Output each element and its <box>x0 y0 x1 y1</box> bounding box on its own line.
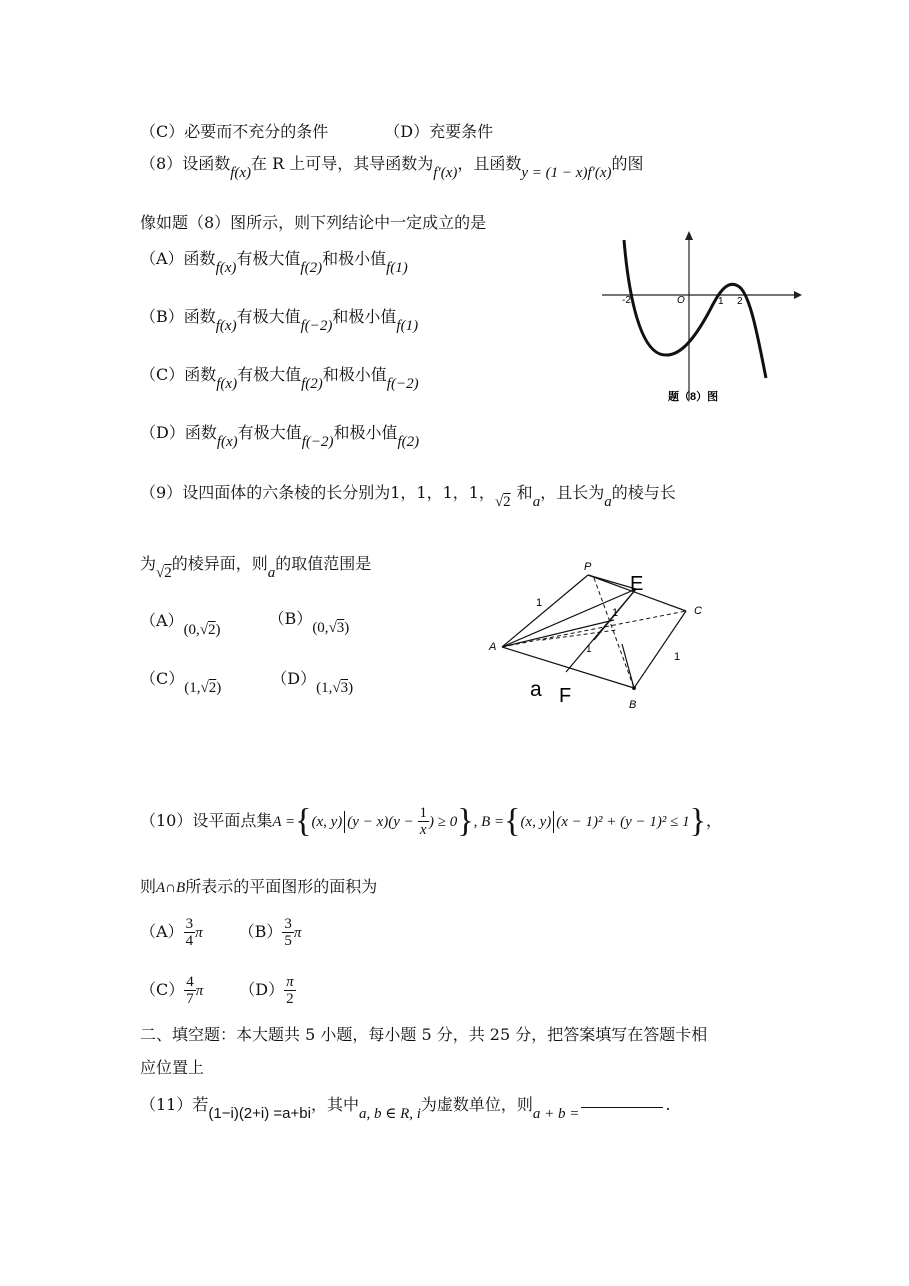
option-label: （A） <box>140 611 184 630</box>
answer-blank[interactable] <box>581 1107 663 1108</box>
option-label: （B） <box>238 922 283 941</box>
vertex-b-dot <box>632 686 636 690</box>
section2-heading-line2: 应位置上 <box>140 1058 205 1077</box>
segment-b-inner <box>622 644 634 688</box>
interval-left: (1, <box>184 680 201 696</box>
sqrt-radicand: 2 <box>208 622 216 638</box>
q9-var-a: a <box>604 494 612 510</box>
pi-symbol: π <box>195 983 204 999</box>
option-fraction <box>184 974 196 1007</box>
interval-left: (0, <box>312 620 329 636</box>
option-min: f(−2) <box>386 376 419 392</box>
label-b: B <box>629 699 637 711</box>
tick-neg2: -2 <box>622 295 631 306</box>
frac-numerator: 3 <box>284 916 292 932</box>
option-label: （B）函数 <box>140 307 216 326</box>
q10-stem-line2 <box>140 876 377 899</box>
q9-sqrt2: √2 <box>494 494 511 510</box>
option-min: f(2) <box>397 434 420 450</box>
intersection-expr: A∩B <box>156 880 186 896</box>
frac-numerator: 1 <box>419 805 427 821</box>
q11-stem <box>140 1094 671 1122</box>
edge-bc <box>634 611 686 688</box>
option-max: f(2) <box>301 376 323 392</box>
q10-option-c <box>140 974 204 1007</box>
frac-numerator: 3 <box>185 916 194 932</box>
q9-text: 的取值范围是 <box>275 554 372 573</box>
q9-stem-line1 <box>140 482 676 510</box>
option-label: （C）函数 <box>140 365 217 384</box>
q10-stem-line1 <box>140 802 722 840</box>
q9-edge-lengths: 1，1，1，1， <box>390 483 495 502</box>
option-interval: (1,√3) <box>316 680 354 696</box>
label-one-left: 1 <box>536 597 543 609</box>
option-label: （A）函数 <box>140 249 216 268</box>
set-a-condition: (y − x)(y − <box>347 814 418 830</box>
option-text: 有极大值 <box>237 423 302 442</box>
edge-pe <box>588 575 636 589</box>
option-text: 有极大值 <box>236 307 301 326</box>
q9-options-row1 <box>140 609 350 638</box>
q9-option-b <box>268 609 350 636</box>
q11-condition: a, b ∈ R, i <box>358 1106 421 1122</box>
q8-text: 设函数 <box>182 154 231 173</box>
option-text: 和极小值 <box>322 249 387 268</box>
q10-number: （10） <box>140 811 193 830</box>
label-c: C <box>694 605 702 617</box>
q10-option-d <box>239 974 295 1007</box>
label-f: F <box>559 685 572 707</box>
frac-denominator: 4 <box>185 933 194 949</box>
edge-ab <box>502 647 634 688</box>
option-label: （A） <box>140 922 184 941</box>
q11-text: 为虚数单位，则 <box>420 1095 533 1114</box>
option-min: f(1) <box>386 260 408 276</box>
q8-fx: f(x) <box>230 165 252 181</box>
option-label: （C） <box>140 980 185 999</box>
option-text: 和极小值 <box>333 423 398 442</box>
label-one-inner: 1 <box>586 644 592 655</box>
q9-var-a: a <box>267 565 276 581</box>
q10-comma: ， <box>705 811 722 830</box>
frac-denominator: 2 <box>286 991 294 1007</box>
sqrt-radicand: 3 <box>336 620 345 636</box>
interval-close: ) <box>215 622 221 638</box>
q9-option-d <box>271 669 354 696</box>
set-separator <box>344 811 345 833</box>
option-fraction <box>184 916 196 949</box>
sqrt-radicand: 2 <box>503 494 511 510</box>
brace-open: { <box>504 802 521 840</box>
q9-number: （9） <box>140 483 183 502</box>
option-label: （B） <box>268 609 313 628</box>
label-edge-a: a <box>530 678 542 701</box>
frac-numerator: π <box>286 974 294 990</box>
frac-numerator: 4 <box>186 974 194 990</box>
q11-text: ，其中 <box>310 1095 359 1114</box>
interval-close: ) <box>216 680 222 696</box>
q8-option-a <box>140 248 408 276</box>
q8-option-d <box>140 422 420 450</box>
label-one-right: 1 <box>674 651 681 663</box>
graph-curve <box>624 240 766 378</box>
label-e: E <box>630 573 644 595</box>
label-a: A <box>489 641 497 653</box>
interval-close: ) <box>344 620 350 636</box>
q11-number: （11） <box>140 1095 193 1114</box>
frac-denominator: 7 <box>186 991 194 1007</box>
option-interval: (0,√3) <box>312 620 350 636</box>
option-fraction <box>282 916 294 949</box>
option-label: （D） <box>239 980 285 999</box>
q9-stem-line2 <box>140 553 372 581</box>
frac-denominator: 5 <box>284 933 292 949</box>
interval-left: (1, <box>316 680 333 696</box>
set-separator <box>553 811 554 833</box>
option-label: （D）函数 <box>140 423 217 442</box>
q9-option-a <box>140 611 221 638</box>
brace-close: } <box>457 802 474 840</box>
tick-1: 1 <box>718 296 724 307</box>
option-fx: f(x) <box>215 260 237 276</box>
hidden-edge-ac <box>502 611 686 647</box>
q9-var-a: a <box>532 494 541 510</box>
option-label: （C） <box>140 669 185 688</box>
q8-text: 在 R 上可导，其导函数为 <box>251 154 434 173</box>
x-axis-arrow <box>794 291 802 299</box>
pi-symbol: π <box>195 925 203 941</box>
section2-heading-line1: 二、填空题：本大题共 5 小题，每小题 5 分，共 25 分，把答案填写在答题卡相 <box>140 1025 708 1044</box>
option-interval: (1,√2) <box>184 680 222 696</box>
q9-text: 的棱异面，则 <box>171 554 268 573</box>
option-interval: (0,√2) <box>183 622 221 638</box>
q10-options-row2 <box>140 974 296 1007</box>
q8-number: （8） <box>140 154 183 173</box>
option-min: f(1) <box>396 318 419 334</box>
option-max: f(−2) <box>301 434 334 450</box>
option-text: 有极大值 <box>237 365 302 384</box>
q10-option-a <box>140 916 203 949</box>
option-max: f(2) <box>300 260 323 276</box>
option-label: （D） <box>271 669 317 688</box>
q9-text: ，且长为 <box>540 483 605 502</box>
q9-text: 为 <box>140 554 157 573</box>
q8-derivative: f′(x) <box>433 165 458 181</box>
q11-expression: (1−i)(2+i) =a+bi <box>208 1105 311 1122</box>
q8-option-b <box>140 306 419 334</box>
q9-sqrt2: √2 <box>156 565 172 581</box>
option-text: 有极大值 <box>236 249 301 268</box>
label-one-mid: 1 <box>612 607 619 619</box>
q9-text: 和 <box>516 483 533 502</box>
origin-label: O <box>677 295 685 306</box>
set-b-condition: (x − 1)² + (y − 1)² ≤ 1 <box>556 814 690 830</box>
q10-text: 所表示的平面图形的面积为 <box>185 877 378 896</box>
set-a-element: (x, y) <box>311 814 343 830</box>
q8-text: ，且函数 <box>457 154 522 173</box>
interval-left: (0, <box>183 622 200 638</box>
set-a-condition-end: ) ≥ 0 <box>429 814 458 830</box>
interval-close: ) <box>348 680 354 696</box>
option-fraction <box>284 974 296 1007</box>
sqrt-radicand: 3 <box>340 680 349 696</box>
q11-ask: a + b = <box>532 1106 580 1122</box>
q8-option-c <box>140 364 419 392</box>
option-fx: f(x) <box>215 318 237 334</box>
q11-period: . <box>665 1095 671 1114</box>
q9-text: 的棱与长 <box>611 483 676 502</box>
option-max: f(−2) <box>300 318 333 334</box>
q10-text: 则 <box>140 877 157 896</box>
tick-2: 2 <box>737 296 743 307</box>
q10-option-b <box>238 916 302 949</box>
q8-stem-line2: 像如题（8）图所示，则下列结论中一定成立的是 <box>140 213 487 232</box>
label-p: P <box>584 561 592 573</box>
set-b-element: (x, y) <box>520 814 552 830</box>
option-text: 和极小值 <box>322 365 387 384</box>
set-b-head: , B = <box>473 814 505 830</box>
q8-y-expression: y = (1 − x)f′(x) <box>521 165 612 181</box>
brace-open: { <box>295 802 312 840</box>
q10-text: 设平面点集 <box>192 811 273 830</box>
q11-text: 若 <box>192 1095 209 1114</box>
q7-option-d: （D）充要条件 <box>384 122 494 141</box>
q8-graph-figure <box>598 228 804 406</box>
fraction-1-over-x <box>418 805 430 838</box>
q7-options-row <box>140 121 493 143</box>
frac-denominator: x <box>419 822 427 838</box>
set-a-head: A = <box>272 814 296 830</box>
figure-caption: 题（8）图 <box>668 391 719 403</box>
option-fx: f(x) <box>216 376 238 392</box>
q8-text: 的图 <box>611 154 644 173</box>
brace-close: } <box>689 802 706 840</box>
q7-option-c: （C）必要而不充分的条件 <box>140 122 329 141</box>
pi-symbol: π <box>293 925 302 941</box>
sqrt-radicand: 2 <box>208 680 217 696</box>
y-axis-arrow <box>685 231 693 240</box>
q9-tetrahedron-figure <box>486 556 716 718</box>
q10-options-row1 <box>140 916 301 949</box>
q8-stem-line1 <box>140 153 644 181</box>
sqrt-radicand: 2 <box>164 565 172 581</box>
q9-text: 设四面体的六条棱的长分别为 <box>182 483 391 502</box>
option-text: 和极小值 <box>332 307 397 326</box>
q9-option-c <box>140 669 222 696</box>
q9-options-row2 <box>140 668 354 696</box>
option-fx: f(x) <box>216 434 238 450</box>
